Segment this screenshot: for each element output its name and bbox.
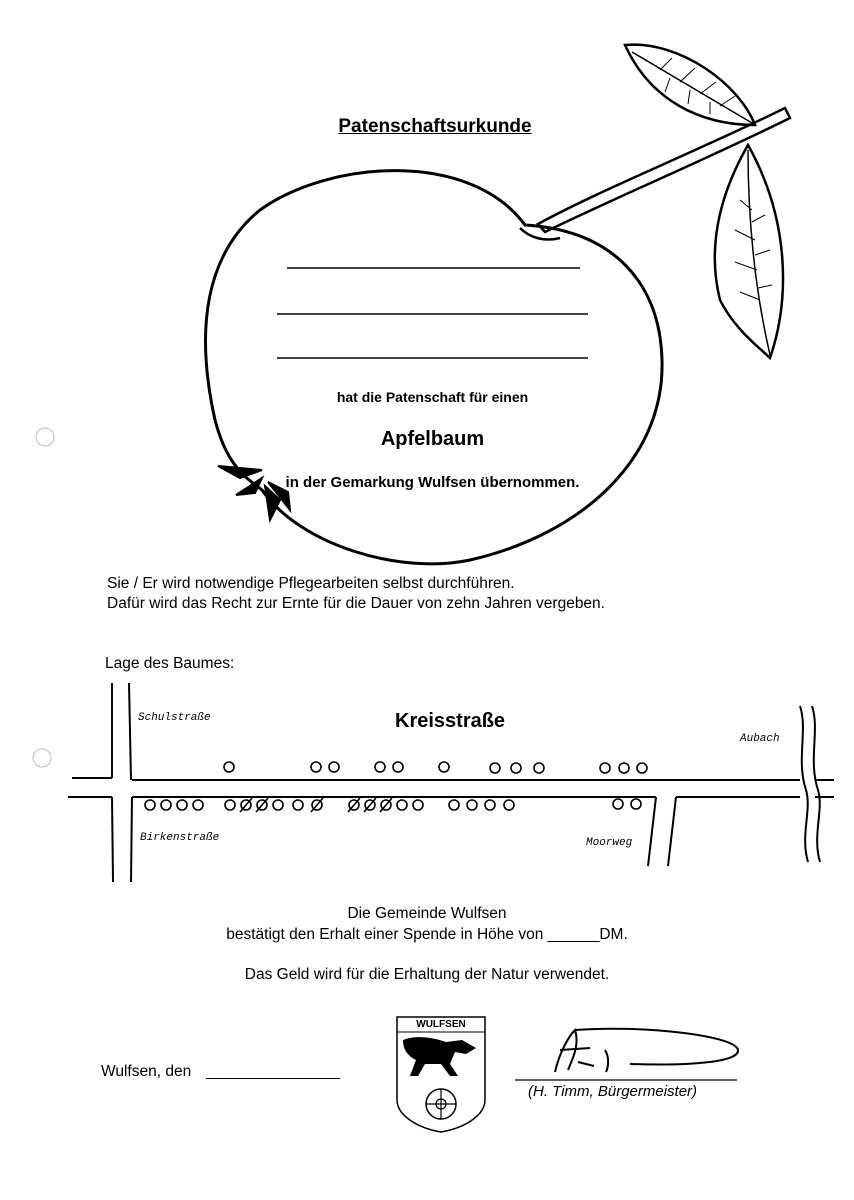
donation-confirmation: bestätigt den Erhalt einer Spende in Höhe von ______DM. xyxy=(226,926,628,943)
tree-markers xyxy=(145,762,647,812)
signature-icon xyxy=(555,1029,738,1072)
municipality-name: Die Gemeinde Wulfsen xyxy=(347,905,507,922)
label-aubach: Aubach xyxy=(740,733,780,745)
label-birkenstrasse: Birkenstraße xyxy=(140,832,220,844)
crest-label: WULFSEN xyxy=(416,1019,466,1030)
signer-name: (H. Timm, Bürgermeister) xyxy=(528,1083,698,1100)
wolf-icon xyxy=(403,1037,476,1076)
care-duty-text: Sie / Er wird notwendige Pflegearbeiten selbst durchführen. xyxy=(107,575,515,592)
harvest-right-text: Dafür wird das Recht zur Ernte für die Dauer von zehn Jahren vergeben. xyxy=(107,595,605,612)
document-title: Patenschaftsurkunde xyxy=(338,116,532,137)
tree-type: Apfelbaum xyxy=(380,428,485,450)
punch-hole-bottom xyxy=(33,749,51,767)
usage-statement: Das Geld wird für die Erhaltung der Natur verwendet. xyxy=(244,966,610,983)
label-moorweg: Moorweg xyxy=(586,837,633,849)
label-schulstrasse: Schulstraße xyxy=(138,712,211,724)
date-field[interactable] xyxy=(206,1078,340,1079)
label-kreisstrasse: Kreisstraße xyxy=(395,710,506,732)
map-heading: Lage des Baumes: xyxy=(105,655,235,672)
sponsorship-statement: hat die Patenschaft für einen xyxy=(336,389,529,405)
district-statement: in der Gemarkung Wulfsen übernommen. xyxy=(285,474,580,491)
lower-leaf-icon xyxy=(715,145,783,358)
upper-leaf-icon xyxy=(625,45,755,125)
punch-hole-top xyxy=(36,428,54,446)
place-date-label: Wulfsen, den xyxy=(101,1063,192,1080)
wulfsen-crest xyxy=(397,1017,485,1132)
